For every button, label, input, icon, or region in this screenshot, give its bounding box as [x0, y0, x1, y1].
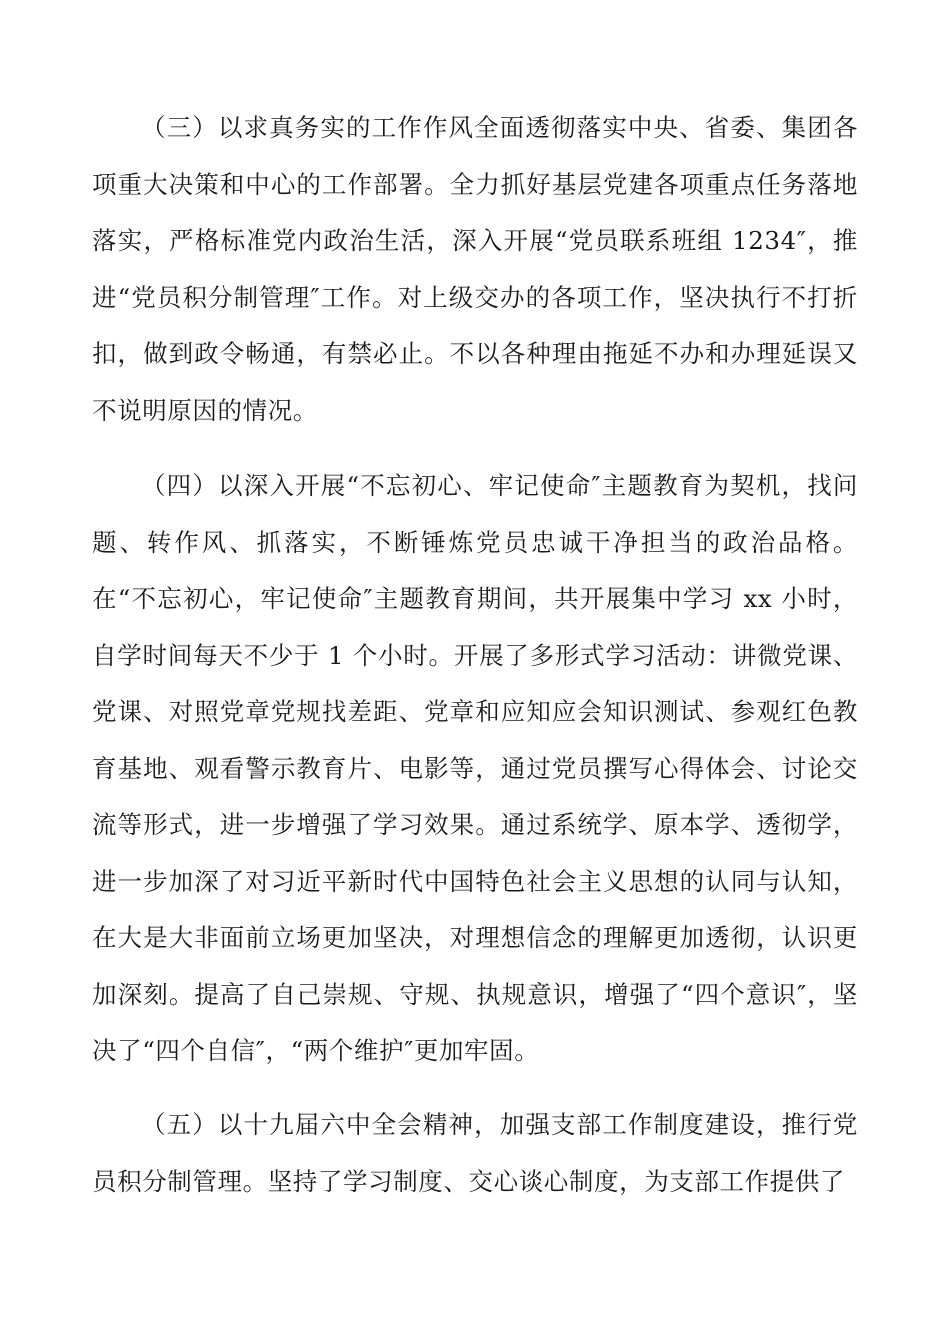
paragraph-section-5: （五）以十九届六中全会精神，加强支部工作制度建设，推行党员积分制管理。坚持了学习制度、交心谈心制度，为支部工作提供了 — [92, 1110, 858, 1196]
paragraph-section-4: （四）以深入开展“不忘初心、牢记使命″主题教育为契机，找问题、转作风、抓落实，不断锤炼党员忠诚干净担当的政治品格。在“不忘初心，牢记使命″主题教育期间，共开展集中学习 xx 小时，自学时间每天不少于 1 个小时。开展了多形式学习活动：讲微党课、党课、对照党章党规找差距、党章和应知应会知识测试、参观红色教育基地、观看警示教育片、电影等，通过党员撰写心得体会、讨论交流等形式，进一步增强了学习效果。通过系统学、原本学、透彻学，进一步加深了对习近平新时代中国特色社会主义思想的认同与认知，在大是大非面前立场更加坚决，对理想信念的理解更加透彻，认识更加深刻。提高了自己崇规、守规、执规意识，增强了“四个意识″，坚决了“四个自信″，“两个维护″更加牢固。 — [92, 471, 858, 1065]
paragraph-section-3: （三）以求真务实的工作作风全面透彻落实中央、省委、集团各项重大决策和中心的工作部署。全力抓好基层党建各项重点任务落地落实，严格标准党内政治生活，深入开展“党员联系班组 1234″，推进“党员积分制管理″工作。对上级交办的各项工作，坚决执行不打折扣，做到政令畅通，有禁必止。不以各种理由拖延不办和办理延误又不说明原因的情况。 — [92, 113, 858, 425]
